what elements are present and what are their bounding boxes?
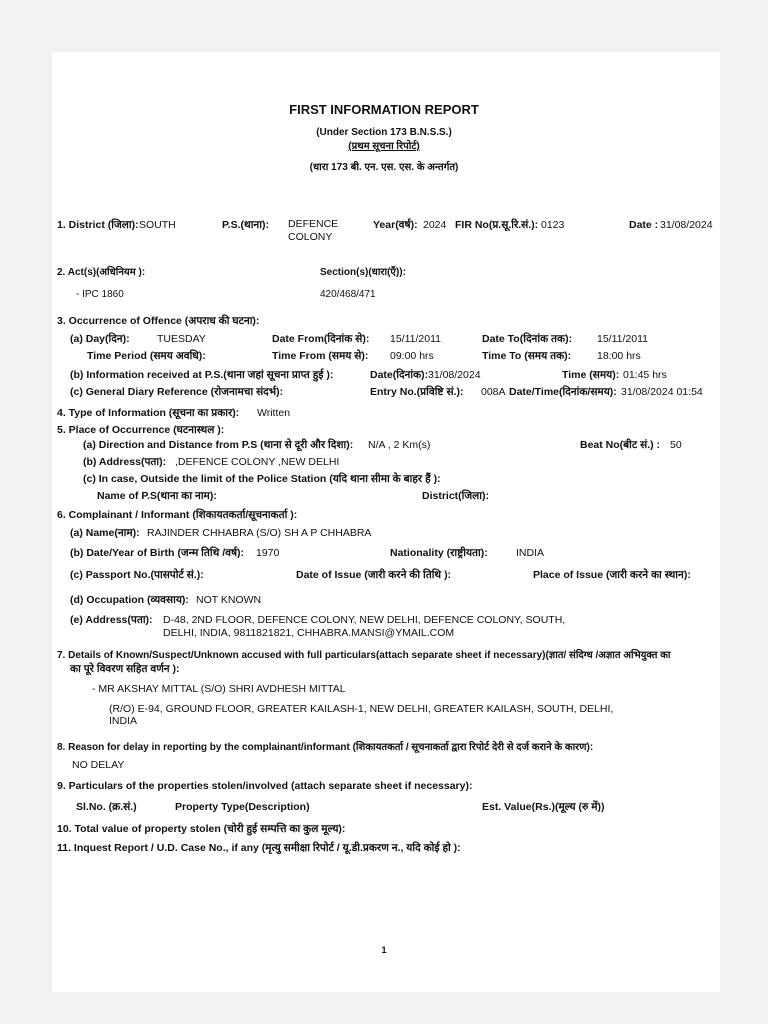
place-heading: 5. Place of Occurrence (घटनास्थल ):: [57, 424, 225, 436]
hindi-title: (प्रथम सूचना रिपोर्ट): [348, 141, 420, 152]
complainant-address-line2: DELHI, INDIA, 9811821821, CHHABRA.MANSI@YMAIL.COM: [163, 627, 455, 639]
info-type-label: 4. Type of Information (सूचना का प्रकार):: [57, 407, 240, 419]
year-label: Year(वर्ष):: [373, 219, 418, 231]
beat-value: 50: [670, 439, 682, 451]
total-value-label: 10. Total value of property stolen (चोरी हुई सम्पत्ति का कुल मूल्य):: [57, 823, 346, 835]
accused-heading-line2: का पूरे विवरण सहित वर्णन ):: [70, 663, 180, 675]
year-value: 2024: [423, 219, 447, 231]
issue-place-label: Place of Issue (जारी करने का स्थान):: [533, 569, 691, 581]
nationality-value: INDIA: [516, 547, 545, 559]
complainant-heading: 6. Complainant / Informant (शिकायतकर्ता/सूचनाकर्ता ):: [57, 509, 298, 521]
complainant-name-label: (a) Name(नाम):: [70, 527, 140, 539]
outside-district-label: District(जिला):: [422, 490, 490, 502]
info-date-value: 31/08/2024: [428, 369, 481, 381]
dob-label: (b) Date/Year of Birth (जन्म तिथि /वर्ष):: [70, 547, 245, 559]
info-date-label: Date(दिनांक):: [370, 369, 429, 381]
act-value: - IPC 1860: [76, 289, 124, 300]
date-from-label: Date From(दिनांक से):: [272, 333, 370, 345]
direction-label: (a) Direction and Distance from P.S (थाना से दूरी और दिशा):: [83, 439, 354, 451]
complainant-address-label: (e) Address(पता):: [70, 614, 153, 626]
occupation-value: NOT KNOWN: [196, 594, 262, 606]
day-label: (a) Day(दिन):: [70, 333, 130, 345]
accused-address-line2: INDIA: [109, 715, 138, 727]
occupation-label: (d) Occupation (व्यवसाय):: [70, 594, 189, 606]
fir-label: FIR No(प्र.सू.रि.सं.):: [455, 219, 539, 231]
info-time-label: Time (समय):: [562, 369, 620, 381]
delay-reason-label: 8. Reason for delay in reporting by the complainant/informant (शिकायतकर्ता / सूचनाकर्ता द्वारा रिपोर्ट देरी से दर्ज कराने के कारण):: [57, 742, 594, 753]
district-label: 1. District (जिला):: [57, 219, 139, 231]
outside-ps-name-label: Name of P.S(थाना का नाम):: [97, 490, 217, 502]
nationality-label: Nationality (राष्ट्रीयता):: [390, 547, 488, 559]
passport-label: (c) Passport No.(पासपोर्ट सं.):: [70, 569, 204, 581]
entry-no-label: Entry No.(प्रविष्टि सं.):: [370, 386, 464, 398]
accused-address-line1: (R/O) E-94, GROUND FLOOR, GREATER KAILASH-1, NEW DELHI, GREATER KAILASH, SOUTH, DELHI,: [109, 703, 614, 715]
gd-datetime-value: 31/08/2024 01:54: [621, 386, 703, 398]
complainant-address-line1: D-48, 2ND FLOOR, DEFENCE COLONY, NEW DELHI, DEFENCE COLONY, SOUTH,: [163, 614, 566, 626]
property-col-type: Property Type(Description): [175, 801, 310, 813]
day-value: TUESDAY: [157, 333, 206, 345]
outside-limit-label: (c) In case, Outside the limit of the Police Station (यदि थाना सीमा के बाहर हैं ):: [83, 473, 441, 485]
time-from-value: 09:00 hrs: [390, 350, 434, 362]
date-to-value: 15/11/2011: [597, 333, 648, 345]
fir-value: 0123: [541, 219, 565, 231]
date-to-label: Date To(दिनांक तक):: [482, 333, 573, 345]
info-time-value: 01:45 hrs: [623, 369, 667, 381]
beat-label: Beat No(बीट सं.) :: [580, 439, 661, 451]
dob-value: 1970: [256, 547, 280, 559]
time-to-value: 18:00 hrs: [597, 350, 641, 362]
issue-date-label: Date of Issue (जारी करने की तिथि ):: [296, 569, 452, 581]
acts-label: 2. Act(s)(अधिनियम ):: [57, 267, 146, 278]
ps-value-1: DEFENCE: [288, 218, 339, 230]
place-address-value: ,DEFENCE COLONY ,NEW DELHI: [175, 456, 340, 468]
date-value: 31/08/2024: [660, 219, 713, 231]
place-address-label: (b) Address(पता):: [83, 456, 167, 468]
direction-value: N/A , 2 Km(s): [368, 439, 431, 451]
sections-label: Section(s)(धारा(एँ)):: [320, 267, 406, 278]
property-col-value: Est. Value(Rs.)(मूल्य (रु में)): [482, 801, 605, 813]
hindi-section: (धारा 173 बी. एन. एस. एस. के अन्तर्गत): [309, 162, 459, 173]
info-type-value: Written: [257, 407, 291, 419]
gd-datetime-label: Date/Time(दिनांक/समय):: [509, 386, 617, 398]
gd-reference-label: (c) General Diary Reference (रोजनामचा संदर्भ):: [70, 386, 284, 398]
page-number: 1: [381, 945, 387, 955]
inquest-label: 11. Inquest Report / U.D. Case No., if any (मृत्यु समीक्षा रिपोर्ट / यू.डी.प्रकरण न., यदि कोई हो ):: [57, 842, 461, 854]
sections-value: 420/468/471: [320, 289, 376, 300]
info-received-label: (b) Information received at P.S.(थाना जहां सूचना प्राप्त हुई ):: [70, 369, 334, 381]
accused-name: - MR AKSHAY MITTAL (S/O) SHRI AVDHESH MITTAL: [92, 683, 346, 695]
time-period-label: Time Period (समय अवधि):: [87, 350, 206, 362]
district-value: SOUTH: [139, 219, 176, 231]
under-section: (Under Section 173 B.N.S.S.): [316, 127, 452, 138]
ps-label: P.S.(थाना):: [222, 219, 269, 231]
ps-value-2: COLONY: [288, 231, 333, 243]
entry-no-value: 008A: [481, 386, 506, 398]
delay-reason-value: NO DELAY: [72, 759, 125, 771]
occurrence-heading: 3. Occurrence of Offence (अपराध की घटना):: [57, 315, 260, 327]
time-to-label: Time To (समय तक):: [482, 350, 572, 362]
property-col-slno: Sl.No. (क्र.सं.): [76, 801, 137, 813]
complainant-name-value: RAJINDER CHHABRA (S/O) SH A P CHHABRA: [147, 527, 372, 539]
report-title: FIRST INFORMATION REPORT: [289, 102, 479, 117]
time-from-label: Time From (समय से):: [272, 350, 369, 362]
date-from-value: 15/11/2011: [390, 333, 441, 345]
date-label: Date :: [629, 219, 659, 231]
properties-heading: 9. Particulars of the properties stolen/involved (attach separate sheet if necessary):: [57, 780, 473, 792]
accused-heading-line1: 7. Details of Known/Suspect/Unknown accused with full particulars(attach separate sheet if necessary)(ज्ञात/ संदिग्ध /अज्ञात अभियुक्त का: [57, 650, 671, 661]
